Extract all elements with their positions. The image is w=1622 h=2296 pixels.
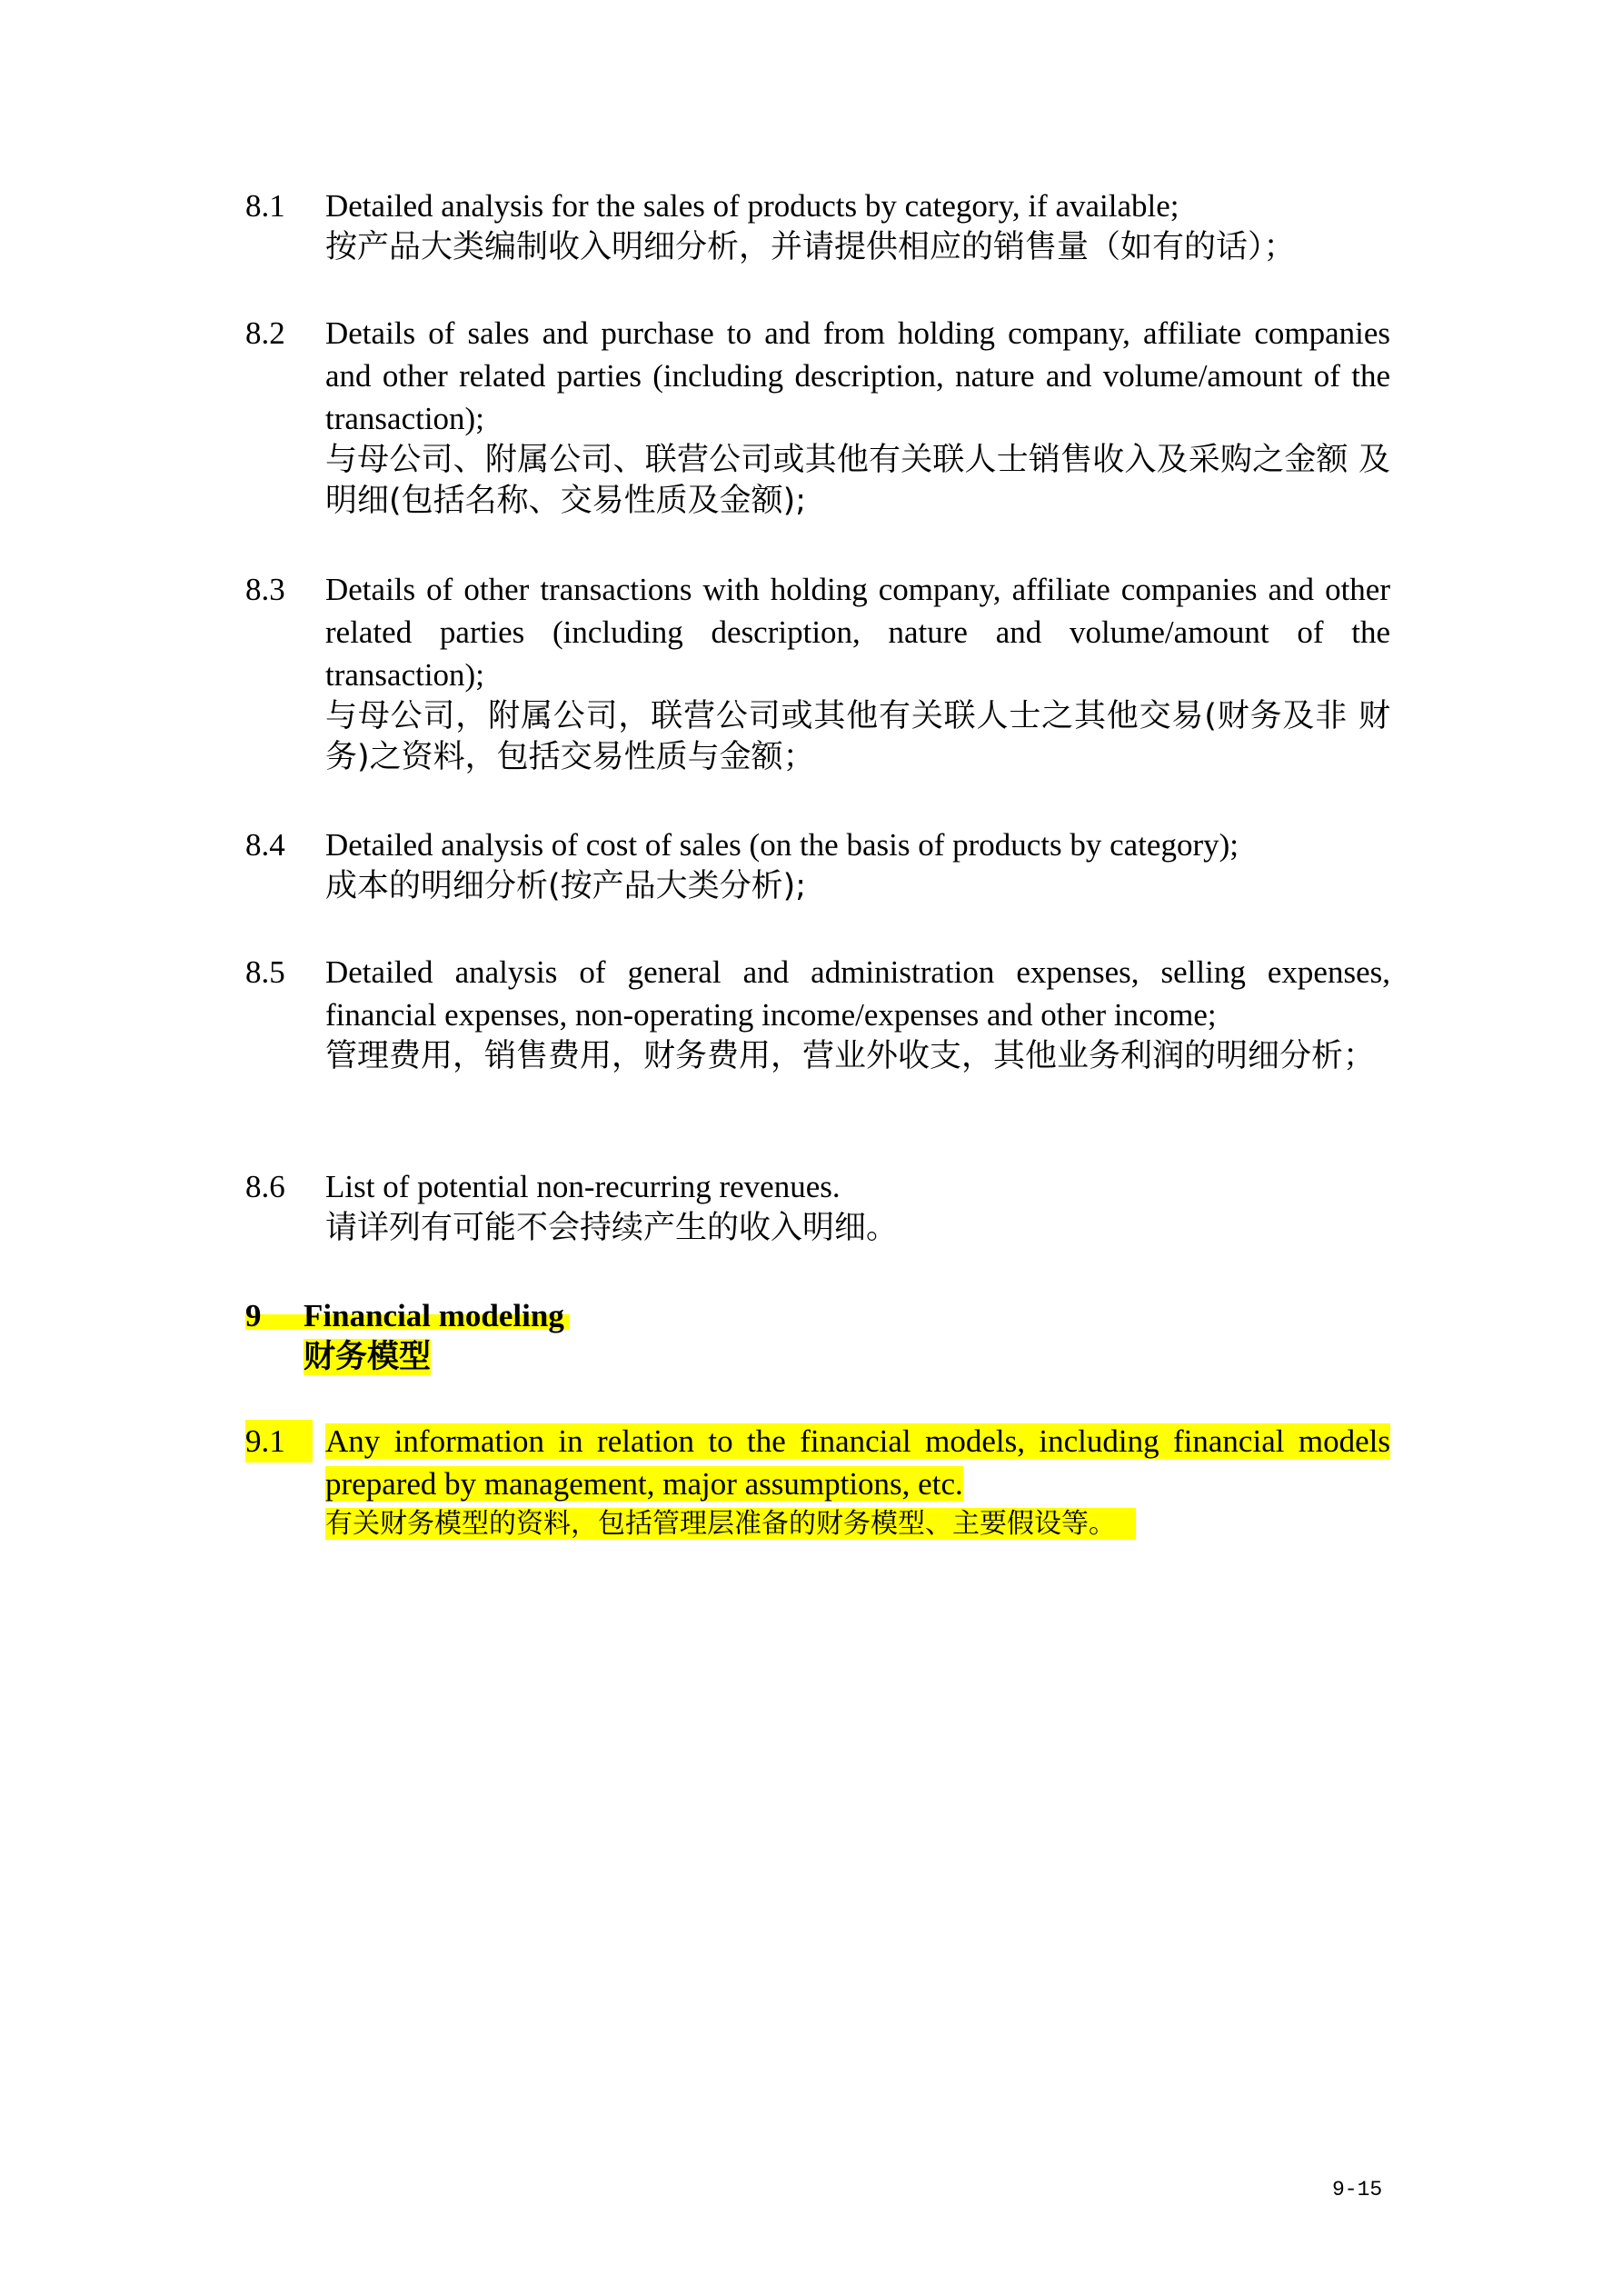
section-number: 8.3 bbox=[245, 572, 285, 607]
section-8-5 bbox=[245, 951, 1390, 1077]
page-number: 9-15 bbox=[1332, 2178, 1383, 2201]
section-text-en: Any information in relation to the financial models, including financial models prepared by management, major assumptions, etc. bbox=[325, 1423, 1390, 1502]
section-text-en: List of potential non-recurring revenues. bbox=[325, 1169, 841, 1204]
section-number: 8.2 bbox=[245, 315, 285, 351]
section-text-zh: 成本的明细分析(按产品大类分析); bbox=[325, 868, 807, 904]
section-text-zh: 按产品大类编制收入明细分析，并请提供相应的销售量（如有的话）； bbox=[325, 229, 1296, 265]
section-number: 8.5 bbox=[245, 954, 285, 990]
section-9-1 bbox=[245, 1420, 1390, 1543]
section-text-en: Detailed analysis of general and administration expenses, selling expenses, financial expenses, non-operating income/expenses and other income; bbox=[325, 954, 1390, 1033]
section-text-en: Details of other transactions with holding company, affiliate companies and other related parties (including description, nature and volume/amount of the transaction); bbox=[325, 572, 1390, 693]
heading-title-zh: 财务模型 bbox=[304, 1339, 432, 1375]
section-text-en: Details of sales and purchase to and from holding company, affiliate companies and other related parties (including description, nature and volume/amount of the transaction); bbox=[325, 315, 1390, 436]
heading-title: Financial modeling bbox=[304, 1298, 564, 1333]
section-heading-9 bbox=[245, 1294, 570, 1378]
section-text-zh: 请详列有可能不会持续产生的收入明细。 bbox=[325, 1210, 899, 1246]
section-8-6 bbox=[245, 1165, 1390, 1249]
section-text-zh: 与母公司，附属公司，联营公司或其他有关联人士之其他交易(财务及非 财务)之资料，包括交易性质与金额； bbox=[325, 698, 1390, 775]
section-number: 8.6 bbox=[245, 1169, 285, 1204]
section-8-4 bbox=[245, 824, 1390, 907]
section-8-2 bbox=[245, 312, 1390, 522]
section-text-zh: 管理费用，销售费用，财务费用，营业外收支，其他业务利润的明细分析； bbox=[325, 1038, 1376, 1074]
heading-number: 9 bbox=[245, 1298, 262, 1333]
section-8-1 bbox=[245, 185, 1390, 268]
section-text-en: Detailed analysis of cost of sales (on the basis of products by category); bbox=[325, 827, 1239, 863]
section-number: 8.4 bbox=[245, 827, 285, 863]
section-text-zh: 有关财务模型的资料，包括管理层准备的财务模型、主要假设等。 bbox=[325, 1508, 1136, 1540]
section-text-en: Detailed analysis for the sales of products by category, if available; bbox=[325, 188, 1179, 224]
section-number: 9.1 bbox=[245, 1420, 313, 1462]
section-number: 8.1 bbox=[245, 188, 285, 224]
section-text-zh: 与母公司、附属公司、联营公司或其他有关联人士销售收入及采购之金额 及明细(包括名称、交易性质及金额); bbox=[325, 442, 1390, 519]
section-8-3 bbox=[245, 568, 1390, 778]
